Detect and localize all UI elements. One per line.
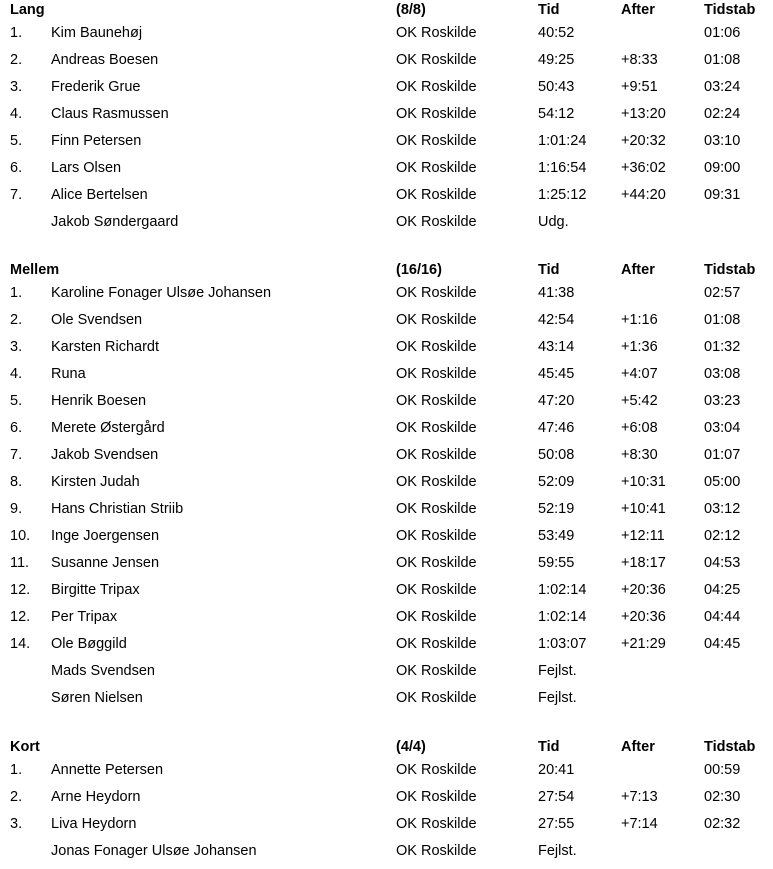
club-cell: OK Roskilde	[396, 816, 477, 832]
runner-name-cell: Claus Rasmussen	[51, 106, 169, 122]
result-row	[0, 212, 773, 238]
runner-name-cell: Søren Nielsen	[51, 690, 143, 706]
after-cell: +18:17	[621, 555, 666, 571]
runner-name-cell: Jonas Fonager Ulsøe Johansen	[51, 843, 257, 859]
club-cell: OK Roskilde	[396, 187, 477, 203]
result-row	[0, 787, 773, 813]
time-cell: Udg.	[538, 214, 569, 230]
after-cell: +1:16	[621, 312, 658, 328]
after-cell: +4:07	[621, 366, 658, 382]
runner-name-cell: Jakob Søndergaard	[51, 214, 179, 230]
time-cell: Fejlst.	[538, 843, 577, 859]
class-count: (16/16)	[396, 262, 442, 278]
after-cell: +10:31	[621, 474, 666, 490]
time-cell: 40:52	[538, 25, 575, 41]
runner-name-cell: Finn Petersen	[51, 133, 142, 149]
time-cell: 42:54	[538, 312, 575, 328]
result-row	[0, 526, 773, 552]
position-cell: 11.	[10, 555, 30, 571]
result-row	[0, 77, 773, 103]
position-cell: 1.	[10, 25, 23, 41]
position-cell: 5.	[10, 133, 23, 149]
after-cell: +5:42	[621, 393, 658, 409]
tidstab-cell: 03:08	[704, 366, 741, 382]
time-cell: 20:41	[538, 762, 575, 778]
result-row	[0, 185, 773, 211]
time-cell: 47:20	[538, 393, 575, 409]
result-row	[0, 310, 773, 336]
column-header-tid: Tid	[538, 739, 560, 755]
class-name: Kort	[10, 739, 40, 755]
club-cell: OK Roskilde	[396, 214, 477, 230]
runner-name-cell: Hans Christian Striib	[51, 501, 184, 517]
after-cell: +13:20	[621, 106, 666, 122]
tidstab-cell: 04:53	[704, 555, 741, 571]
time-cell: 52:09	[538, 474, 575, 490]
tidstab-cell: 03:04	[704, 420, 741, 436]
result-row	[0, 841, 773, 867]
time-cell: 41:38	[538, 285, 575, 301]
tidstab-cell: 09:31	[704, 187, 741, 203]
club-cell: OK Roskilde	[396, 636, 477, 652]
runner-name-cell: Ole Svendsen	[51, 312, 143, 328]
runner-name-cell: Birgitte Tripax	[51, 582, 140, 598]
after-cell: +7:14	[621, 816, 658, 832]
club-cell: OK Roskilde	[396, 762, 477, 778]
position-cell: 10.	[10, 528, 31, 544]
position-cell: 7.	[10, 187, 23, 203]
class-count: (4/4)	[396, 739, 426, 755]
position-cell: 14.	[10, 636, 31, 652]
tidstab-cell: 04:45	[704, 636, 741, 652]
after-cell: +36:02	[621, 160, 666, 176]
club-cell: OK Roskilde	[396, 366, 477, 382]
after-cell: +12:11	[621, 528, 665, 544]
runner-name-cell: Ole Bøggild	[51, 636, 127, 652]
after-cell: +10:41	[621, 501, 666, 517]
club-cell: OK Roskilde	[396, 393, 477, 409]
position-cell: 3.	[10, 339, 23, 355]
position-cell: 5.	[10, 393, 23, 409]
result-row	[0, 445, 773, 471]
result-row	[0, 688, 773, 714]
time-cell: 59:55	[538, 555, 575, 571]
after-cell: +8:33	[621, 52, 658, 68]
column-header-tidstab: Tidstab	[704, 2, 756, 18]
runner-name-cell: Jakob Svendsen	[51, 447, 159, 463]
column-header-tid: Tid	[538, 262, 560, 278]
tidstab-cell: 03:24	[704, 79, 741, 95]
result-row	[0, 391, 773, 417]
club-cell: OK Roskilde	[396, 106, 477, 122]
club-cell: OK Roskilde	[396, 285, 477, 301]
position-cell: 9.	[10, 501, 23, 517]
after-cell: +8:30	[621, 447, 658, 463]
club-cell: OK Roskilde	[396, 663, 477, 679]
club-cell: OK Roskilde	[396, 555, 477, 571]
position-cell: 4.	[10, 366, 23, 382]
tidstab-cell: 03:23	[704, 393, 741, 409]
tidstab-cell: 00:59	[704, 762, 741, 778]
position-cell: 1.	[10, 762, 23, 778]
tidstab-cell: 03:10	[704, 133, 741, 149]
position-cell: 2.	[10, 52, 23, 68]
runner-name-cell: Susanne Jensen	[51, 555, 160, 571]
time-cell: 49:25	[538, 52, 575, 68]
time-cell: 1:03:07	[538, 636, 587, 652]
runner-name-cell: Merete Østergård	[51, 420, 165, 436]
runner-name-cell: Kirsten Judah	[51, 474, 140, 490]
result-row	[0, 661, 773, 687]
tidstab-cell: 01:08	[704, 52, 741, 68]
position-cell: 6.	[10, 420, 23, 436]
result-row	[0, 814, 773, 840]
runner-name-cell: Liva Heydorn	[51, 816, 137, 832]
position-cell: 6.	[10, 160, 23, 176]
tidstab-cell: 01:06	[704, 25, 741, 41]
after-cell: +20:36	[621, 582, 666, 598]
runner-name-cell: Frederik Grue	[51, 79, 141, 95]
time-cell: 53:49	[538, 528, 575, 544]
result-row	[0, 634, 773, 660]
tidstab-cell: 01:32	[704, 339, 741, 355]
result-row	[0, 50, 773, 76]
club-cell: OK Roskilde	[396, 133, 477, 149]
position-cell: 12.	[10, 609, 31, 625]
after-cell: +44:20	[621, 187, 666, 203]
runner-name-cell: Karsten Richardt	[51, 339, 159, 355]
club-cell: OK Roskilde	[396, 843, 477, 859]
after-cell: +21:29	[621, 636, 666, 652]
club-cell: OK Roskilde	[396, 25, 477, 41]
club-cell: OK Roskilde	[396, 447, 477, 463]
position-cell: 12.	[10, 582, 31, 598]
result-row	[0, 283, 773, 309]
club-cell: OK Roskilde	[396, 789, 477, 805]
time-cell: 47:46	[538, 420, 575, 436]
club-cell: OK Roskilde	[396, 609, 477, 625]
result-row	[0, 158, 773, 184]
after-cell: +7:13	[621, 789, 658, 805]
class-count: (8/8)	[396, 2, 426, 18]
position-cell: 4.	[10, 106, 23, 122]
result-row	[0, 760, 773, 786]
club-cell: OK Roskilde	[396, 312, 477, 328]
tidstab-cell: 02:24	[704, 106, 741, 122]
result-row	[0, 607, 773, 633]
club-cell: OK Roskilde	[396, 52, 477, 68]
club-cell: OK Roskilde	[396, 339, 477, 355]
time-cell: 52:19	[538, 501, 575, 517]
tidstab-cell: 04:44	[704, 609, 741, 625]
column-header-tidstab: Tidstab	[704, 262, 756, 278]
class-name: Mellem	[10, 262, 60, 278]
time-cell: 1:25:12	[538, 187, 587, 203]
position-cell: 1.	[10, 285, 23, 301]
time-cell: 1:16:54	[538, 160, 587, 176]
runner-name-cell: Arne Heydorn	[51, 789, 141, 805]
after-cell: +1:36	[621, 339, 658, 355]
time-cell: 50:08	[538, 447, 575, 463]
tidstab-cell: 03:12	[704, 501, 741, 517]
club-cell: OK Roskilde	[396, 582, 477, 598]
runner-name-cell: Inge Joergensen	[51, 528, 160, 544]
tidstab-cell: 01:08	[704, 312, 741, 328]
club-cell: OK Roskilde	[396, 160, 477, 176]
tidstab-cell: 02:12	[704, 528, 741, 544]
club-cell: OK Roskilde	[396, 528, 477, 544]
position-cell: 2.	[10, 312, 23, 328]
position-cell: 2.	[10, 789, 23, 805]
runner-name-cell: Per Tripax	[51, 609, 118, 625]
tidstab-cell: 05:00	[704, 474, 741, 490]
tidstab-cell: 04:25	[704, 582, 741, 598]
result-row	[0, 23, 773, 49]
class-name: Lang	[10, 2, 45, 18]
club-cell: OK Roskilde	[396, 420, 477, 436]
result-row	[0, 418, 773, 444]
column-header-tidstab: Tidstab	[704, 739, 756, 755]
after-cell: +9:51	[621, 79, 658, 95]
time-cell: Fejlst.	[538, 663, 577, 679]
result-row	[0, 472, 773, 498]
runner-name-cell: Henrik Boesen	[51, 393, 147, 409]
time-cell: 45:45	[538, 366, 575, 382]
result-row	[0, 131, 773, 157]
time-cell: 1:02:14	[538, 609, 587, 625]
tidstab-cell: 09:00	[704, 160, 741, 176]
time-cell: 1:01:24	[538, 133, 587, 149]
result-row	[0, 499, 773, 525]
runner-name-cell: Alice Bertelsen	[51, 187, 148, 203]
result-row	[0, 364, 773, 390]
time-cell: 1:02:14	[538, 582, 587, 598]
tidstab-cell: 02:57	[704, 285, 741, 301]
runner-name-cell: Andreas Boesen	[51, 52, 159, 68]
position-cell: 7.	[10, 447, 23, 463]
after-cell: +20:36	[621, 609, 666, 625]
time-cell: 54:12	[538, 106, 575, 122]
result-row	[0, 580, 773, 606]
runner-name-cell: Lars Olsen	[51, 160, 122, 176]
time-cell: 27:55	[538, 816, 575, 832]
result-row	[0, 104, 773, 130]
position-cell: 3.	[10, 816, 23, 832]
runner-name-cell: Mads Svendsen	[51, 663, 155, 679]
column-header-after: After	[621, 262, 655, 278]
tidstab-cell: 02:30	[704, 789, 741, 805]
time-cell: 27:54	[538, 789, 575, 805]
column-header-after: After	[621, 2, 655, 18]
time-cell: Fejlst.	[538, 690, 577, 706]
club-cell: OK Roskilde	[396, 474, 477, 490]
after-cell: +20:32	[621, 133, 666, 149]
runner-name-cell: Annette Petersen	[51, 762, 164, 778]
column-header-after: After	[621, 739, 655, 755]
club-cell: OK Roskilde	[396, 690, 477, 706]
runner-name-cell: Karoline Fonager Ulsøe Johansen	[51, 285, 272, 301]
tidstab-cell: 01:07	[704, 447, 741, 463]
result-row	[0, 553, 773, 579]
club-cell: OK Roskilde	[396, 79, 477, 95]
tidstab-cell: 02:32	[704, 816, 741, 832]
result-row	[0, 337, 773, 363]
time-cell: 43:14	[538, 339, 575, 355]
time-cell: 50:43	[538, 79, 575, 95]
runner-name-cell: Runa	[51, 366, 86, 382]
after-cell: +6:08	[621, 420, 658, 436]
club-cell: OK Roskilde	[396, 501, 477, 517]
position-cell: 3.	[10, 79, 23, 95]
runner-name-cell: Kim Baunehøj	[51, 25, 143, 41]
position-cell: 8.	[10, 474, 23, 490]
column-header-tid: Tid	[538, 2, 560, 18]
